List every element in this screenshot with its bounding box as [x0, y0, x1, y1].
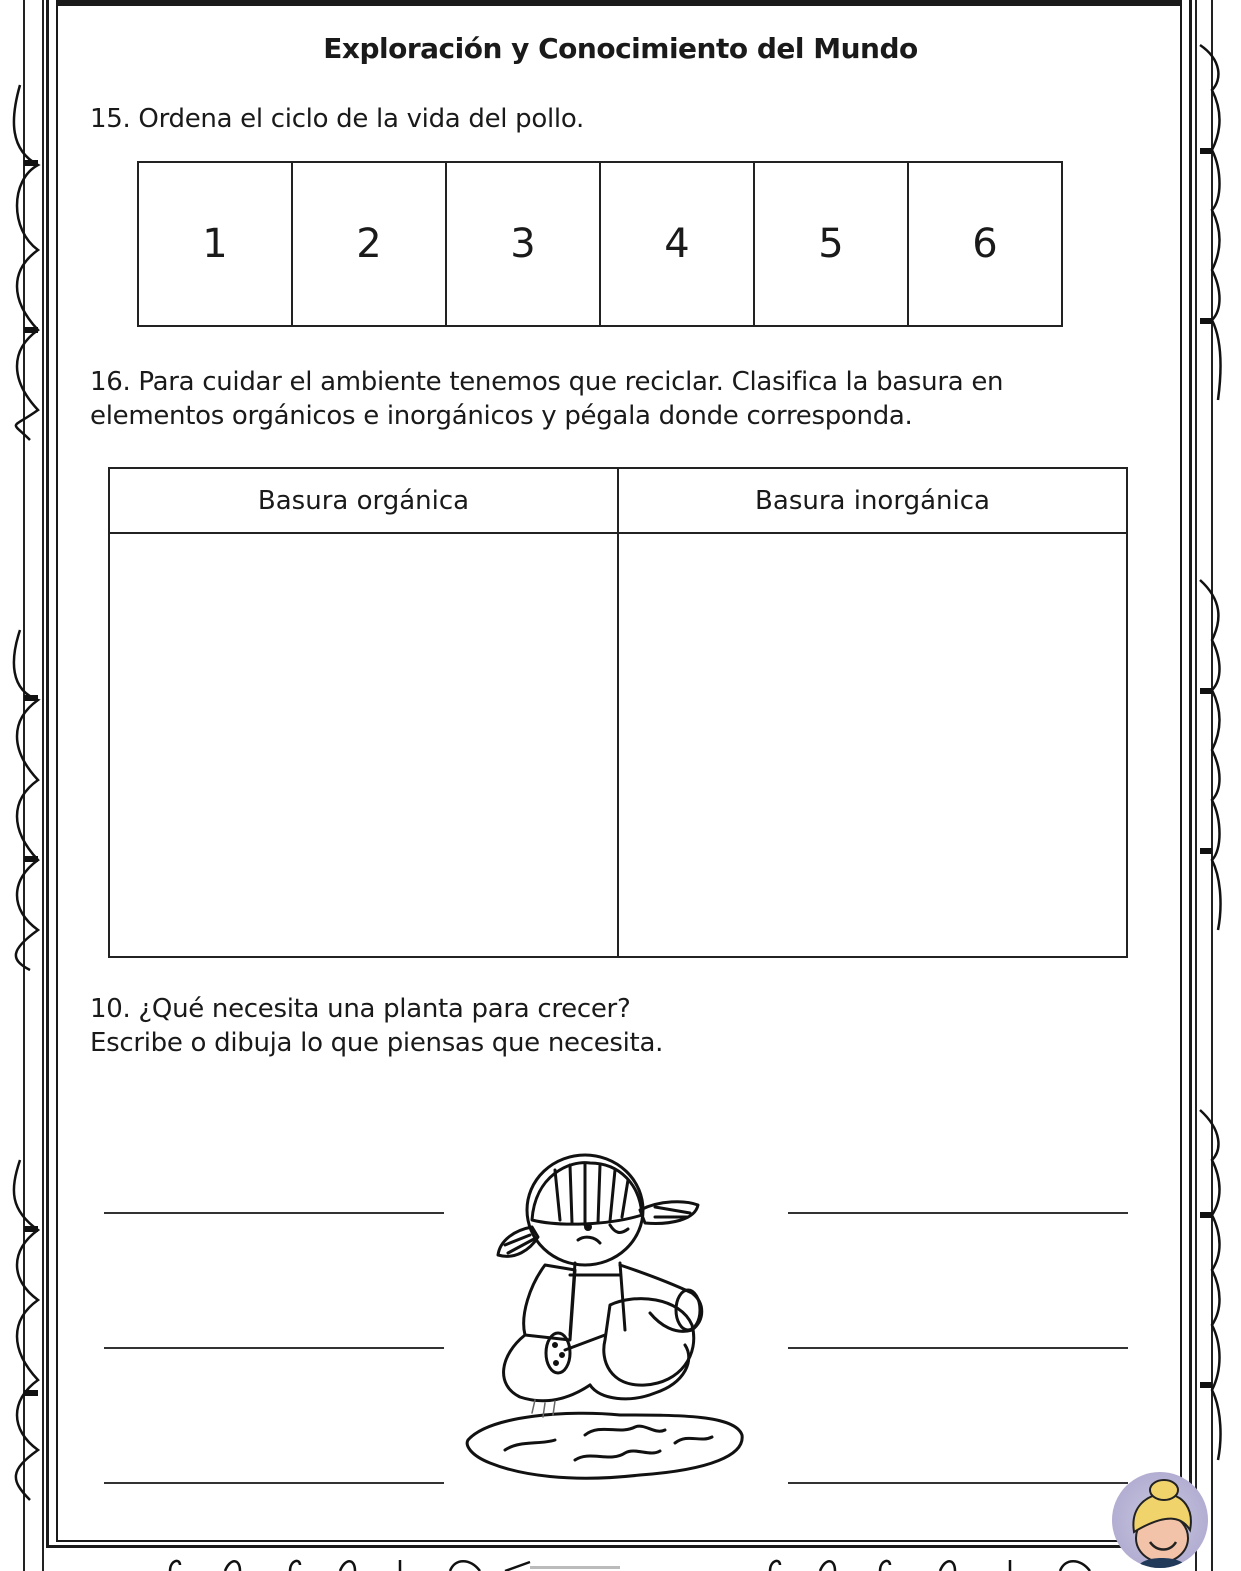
question-10-prompt-line-1: 10. ¿Qué necesita una planta para crecer? [90, 994, 631, 1024]
sequence-box-3[interactable]: 3 [446, 162, 600, 326]
column-header-organic: Basura orgánica [109, 468, 618, 533]
column-header-inorganic: Basura inorgánica [618, 468, 1127, 533]
answer-line-right-2[interactable] [788, 1347, 1128, 1349]
girl-watering-plant-icon [460, 1145, 760, 1490]
waste-sorting-table [108, 467, 1128, 958]
question-10-prompt-line-2: Escribe o dibuja lo que piensas que necesita. [90, 1028, 664, 1058]
sequence-box-4[interactable]: 4 [600, 162, 754, 326]
sequence-box-6[interactable]: 6 [908, 162, 1062, 326]
answer-line-right-3[interactable] [788, 1482, 1128, 1484]
bottom-vine-border-icon [150, 1550, 1150, 1571]
answer-line-right-1[interactable] [788, 1212, 1128, 1214]
answer-line-left-3[interactable] [104, 1482, 444, 1484]
page-title: Exploración y Conocimiento del Mundo [323, 32, 918, 65]
inorganic-drop-area[interactable] [618, 533, 1127, 957]
sequence-box-5[interactable]: 5 [754, 162, 908, 326]
question-16-prompt-line-1: 16. Para cuidar el ambiente tenemos que reciclar. Clasifica la basura en [90, 367, 1004, 397]
right-vine-border-icon [1192, 0, 1241, 1571]
organic-drop-area[interactable] [109, 533, 618, 957]
left-vine-border-icon [0, 0, 46, 1571]
question-16-prompt-line-2: elementos orgánicos e inorgánicos y pégala donde corresponda. [90, 401, 913, 431]
question-15-prompt: 15. Ordena el ciclo de la vida del pollo. [90, 104, 584, 134]
answer-line-left-2[interactable] [104, 1347, 444, 1349]
teacher-avatar-icon [1112, 1472, 1208, 1568]
sequence-box-1[interactable]: 1 [138, 162, 292, 326]
sequence-box-2[interactable]: 2 [292, 162, 446, 326]
answer-line-left-1[interactable] [104, 1212, 444, 1214]
chicken-lifecycle-sequence [137, 161, 1063, 327]
